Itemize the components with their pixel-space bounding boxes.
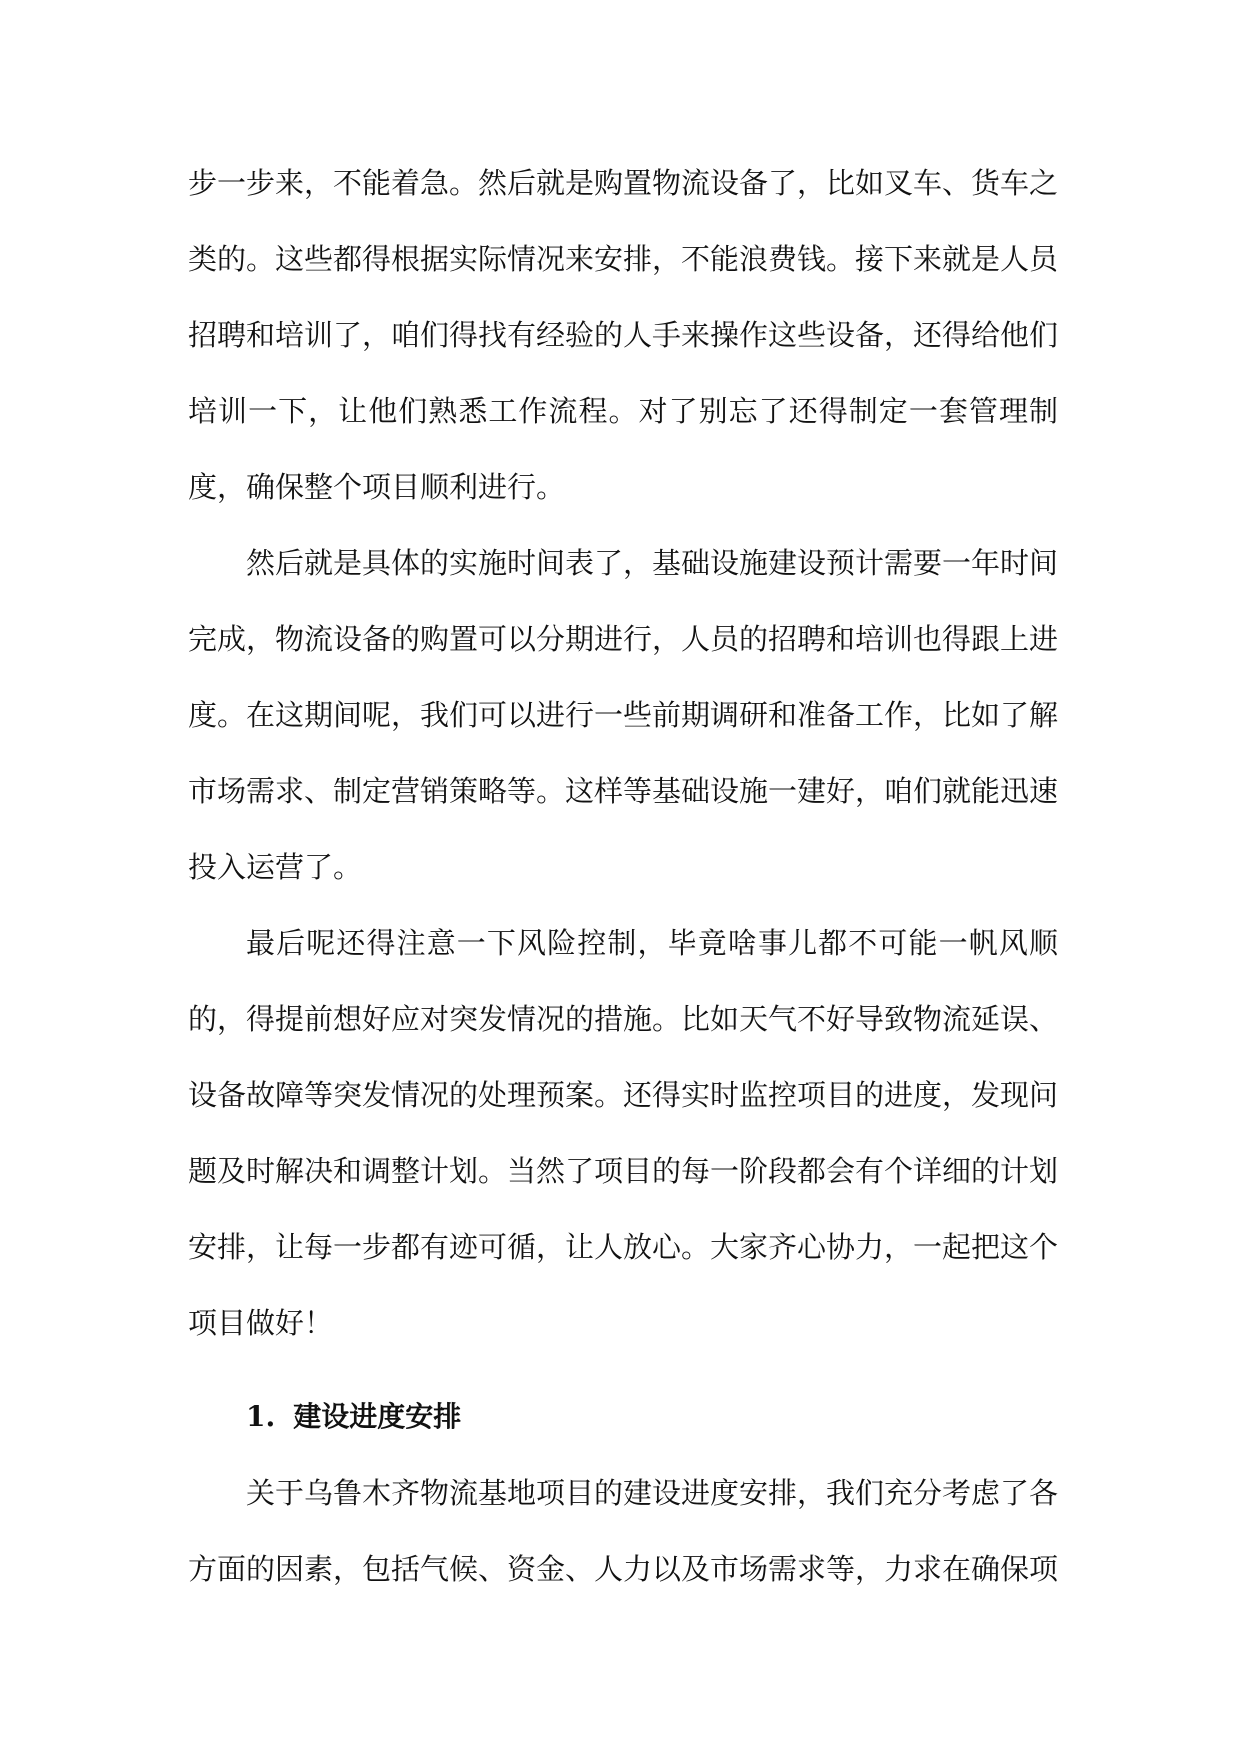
- paragraph: 步一步来，不能着急。然后就是购置物流设备了，比如叉车、货车之类的。这些都得根据实际情况来安排，不能浪费钱。接下来就是人员招聘和培训了，咱们得找有经验的人手来操作这些设备，还得给他们培训一下，让他们熟悉工作流程。对了别忘了还得制定一套管理制度，确保整个项目顺利进行。: [188, 166, 1059, 504]
- paragraph: 最后呢还得注意一下风险控制，毕竟啥事儿都不可能一帆风顺的，得提前想好应对突发情况的措施。比如天气不好导致物流延误、设备故障等突发情况的处理预案。还得实时监控项目的进度，发现问题及时解决和调整计划。当然了项目的每一阶段都会有个详细的计划安排，让每一步都有迹可循，让人放心。大家齐心协力，一起把这个项目做好！: [188, 926, 1059, 1340]
- section-title: 建设进度安排: [293, 1400, 462, 1433]
- paragraph: 关于乌鲁木齐物流基地项目的建设进度安排，我们充分考虑了各方面的因素，包括气候、资金、人力以及市场需求等，力求在确保项: [188, 1476, 1059, 1586]
- document-body: [188, 145, 1058, 1607]
- section-heading: [188, 1379, 1058, 1455]
- section-number: 1.: [246, 1400, 276, 1433]
- paragraph: 然后就是具体的实施时间表了，基础设施建设预计需要一年时间完成，物流设备的购置可以分期进行，人员的招聘和培训也得跟上进度。在这期间呢，我们可以进行一些前期调研和准备工作，比如了解市场需求、制定营销策略等。这样等基础设施一建好，咱们就能迅速投入运营了。: [188, 546, 1059, 884]
